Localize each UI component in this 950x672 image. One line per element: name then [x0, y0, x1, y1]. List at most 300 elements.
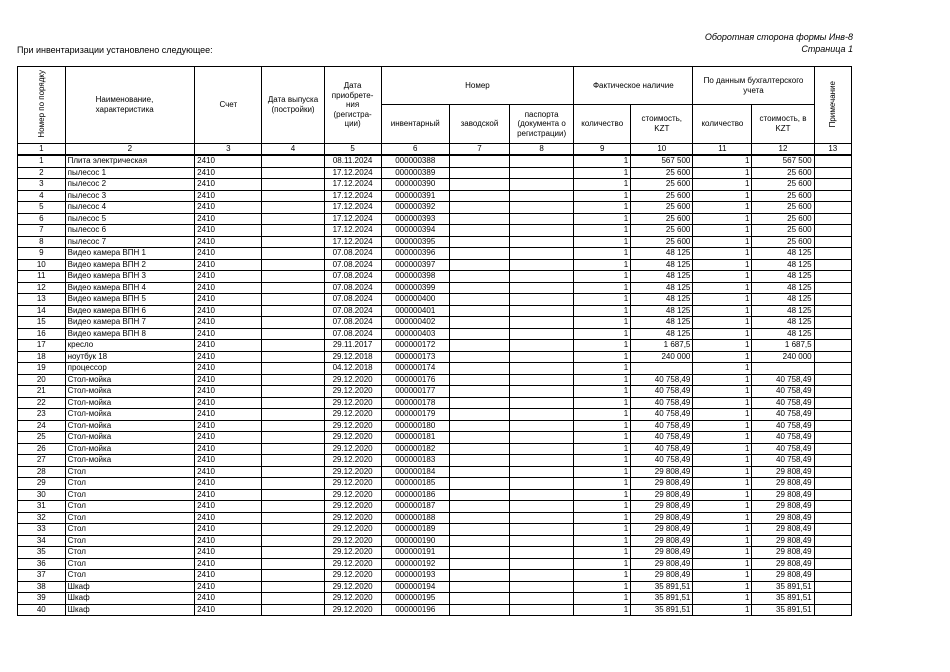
cell-book-cost: 25 600	[752, 179, 814, 191]
cell-passport	[510, 478, 574, 490]
cell-acq-date: 29.12.2020	[324, 501, 381, 513]
cell-release-date	[262, 478, 324, 490]
cell-actual-qty: 1	[574, 466, 631, 478]
cell-name: Стол-мойка	[65, 420, 194, 432]
table-row	[18, 489, 852, 501]
cell-inventory: 000000177	[381, 386, 449, 398]
cell-acq-date: 29.12.2020	[324, 593, 381, 605]
cell-actual-qty: 1	[574, 570, 631, 582]
cell-actual-cost: 40 758,49	[631, 409, 693, 421]
cell-account: 2410	[195, 593, 262, 605]
cell-acq-date: 29.12.2020	[324, 432, 381, 444]
cell-name: Стол	[65, 466, 194, 478]
cell-name: Стол	[65, 489, 194, 501]
cell-book-qty: 1	[693, 478, 752, 490]
table-row	[18, 570, 852, 582]
cell-passport	[510, 535, 574, 547]
cell-actual-cost: 29 808,49	[631, 524, 693, 536]
cell-acq-date: 07.08.2024	[324, 259, 381, 271]
cell-account: 2410	[195, 512, 262, 524]
cell-actual-qty: 1	[574, 202, 631, 214]
table-row	[18, 558, 852, 570]
cell-factory	[449, 259, 509, 271]
cell-factory	[449, 466, 509, 478]
cell-release-date	[262, 558, 324, 570]
cell-passport	[510, 155, 574, 167]
cell-account: 2410	[195, 535, 262, 547]
col-header-book-cost: стоимость, в KZT	[752, 105, 814, 144]
cell-num: 1	[18, 155, 66, 167]
cell-factory	[449, 593, 509, 605]
cell-release-date	[262, 282, 324, 294]
cell-release-date	[262, 535, 324, 547]
col-number: 9	[574, 144, 631, 156]
cell-actual-qty: 1	[574, 236, 631, 248]
table-row	[18, 455, 852, 467]
intro-text: При инвентаризации установлено следующее:	[17, 45, 213, 55]
cell-note	[814, 397, 851, 409]
cell-passport	[510, 547, 574, 559]
cell-actual-qty: 1	[574, 271, 631, 283]
cell-actual-cost: 29 808,49	[631, 558, 693, 570]
table-row	[18, 386, 852, 398]
cell-factory	[449, 501, 509, 513]
cell-factory	[449, 478, 509, 490]
cell-actual-cost: 40 758,49	[631, 374, 693, 386]
cell-name: пылесос 1	[65, 167, 194, 179]
cell-book-cost: 35 891,51	[752, 581, 814, 593]
cell-passport	[510, 455, 574, 467]
cell-book-qty: 1	[693, 328, 752, 340]
cell-name: Стол	[65, 547, 194, 559]
cell-factory	[449, 524, 509, 536]
cell-inventory: 000000393	[381, 213, 449, 225]
cell-actual-cost: 40 758,49	[631, 397, 693, 409]
table-row	[18, 501, 852, 513]
cell-passport	[510, 581, 574, 593]
cell-account: 2410	[195, 305, 262, 317]
cell-account: 2410	[195, 478, 262, 490]
cell-num: 27	[18, 455, 66, 467]
cell-passport	[510, 202, 574, 214]
cell-book-cost: 40 758,49	[752, 397, 814, 409]
cell-book-cost: 25 600	[752, 213, 814, 225]
table-row	[18, 317, 852, 329]
cell-note	[814, 478, 851, 490]
cell-release-date	[262, 374, 324, 386]
cell-release-date	[262, 432, 324, 444]
cell-book-cost: 40 758,49	[752, 374, 814, 386]
cell-actual-qty: 1	[574, 547, 631, 559]
cell-factory	[449, 351, 509, 363]
cell-book-qty: 1	[693, 386, 752, 398]
table-row	[18, 535, 852, 547]
cell-actual-cost: 29 808,49	[631, 501, 693, 513]
cell-factory	[449, 363, 509, 375]
cell-account: 2410	[195, 271, 262, 283]
cell-name: пылесос 4	[65, 202, 194, 214]
cell-actual-cost: 35 891,51	[631, 593, 693, 605]
cell-note	[814, 271, 851, 283]
cell-book-qty: 1	[693, 351, 752, 363]
cell-note	[814, 236, 851, 248]
cell-passport	[510, 328, 574, 340]
cell-book-qty: 1	[693, 259, 752, 271]
cell-account: 2410	[195, 547, 262, 559]
cell-actual-qty: 1	[574, 581, 631, 593]
cell-factory	[449, 213, 509, 225]
cell-note	[814, 167, 851, 179]
table-row	[18, 443, 852, 455]
cell-inventory: 000000191	[381, 547, 449, 559]
col-header-name: Наименование, характеристика	[65, 67, 194, 144]
cell-actual-cost: 40 758,49	[631, 386, 693, 398]
cell-num: 29	[18, 478, 66, 490]
cell-inventory: 000000174	[381, 363, 449, 375]
cell-book-cost: 40 758,49	[752, 386, 814, 398]
cell-passport	[510, 294, 574, 306]
cell-book-qty: 1	[693, 167, 752, 179]
cell-passport	[510, 524, 574, 536]
cell-passport	[510, 190, 574, 202]
cell-book-cost: 40 758,49	[752, 420, 814, 432]
col-header-book-group: По данным бухгалтерского учета	[693, 67, 814, 105]
cell-passport	[510, 593, 574, 605]
cell-actual-cost: 48 125	[631, 294, 693, 306]
cell-actual-qty: 1	[574, 374, 631, 386]
cell-num: 8	[18, 236, 66, 248]
cell-book-cost: 25 600	[752, 202, 814, 214]
cell-passport	[510, 340, 574, 352]
cell-actual-qty: 1	[574, 155, 631, 167]
table-row	[18, 282, 852, 294]
cell-passport	[510, 167, 574, 179]
cell-note	[814, 351, 851, 363]
cell-release-date	[262, 351, 324, 363]
cell-actual-qty: 1	[574, 305, 631, 317]
table-row	[18, 271, 852, 283]
cell-acq-date: 29.12.2020	[324, 524, 381, 536]
cell-release-date	[262, 386, 324, 398]
cell-inventory: 000000396	[381, 248, 449, 260]
cell-book-cost: 240 000	[752, 351, 814, 363]
cell-book-qty: 1	[693, 455, 752, 467]
cell-book-qty: 1	[693, 512, 752, 524]
cell-actual-qty: 1	[574, 363, 631, 375]
table-row	[18, 593, 852, 605]
cell-acq-date: 07.08.2024	[324, 271, 381, 283]
cell-actual-cost: 48 125	[631, 259, 693, 271]
cell-factory	[449, 155, 509, 167]
cell-actual-cost: 25 600	[631, 236, 693, 248]
cell-factory	[449, 397, 509, 409]
cell-actual-qty: 1	[574, 282, 631, 294]
cell-inventory: 000000401	[381, 305, 449, 317]
cell-acq-date: 29.12.2020	[324, 420, 381, 432]
cell-passport	[510, 604, 574, 616]
cell-num: 17	[18, 340, 66, 352]
cell-name: ноутбук 18	[65, 351, 194, 363]
cell-note	[814, 248, 851, 260]
cell-actual-cost: 48 125	[631, 328, 693, 340]
cell-account: 2410	[195, 155, 262, 167]
cell-release-date	[262, 190, 324, 202]
cell-num: 36	[18, 558, 66, 570]
cell-num: 38	[18, 581, 66, 593]
cell-acq-date: 29.11.2017	[324, 340, 381, 352]
cell-book-qty: 1	[693, 397, 752, 409]
cell-acq-date: 17.12.2024	[324, 202, 381, 214]
cell-book-qty: 1	[693, 248, 752, 260]
cell-num: 14	[18, 305, 66, 317]
cell-actual-cost: 29 808,49	[631, 512, 693, 524]
cell-name: пылесос 2	[65, 179, 194, 191]
cell-actual-qty: 1	[574, 294, 631, 306]
cell-inventory: 000000190	[381, 535, 449, 547]
cell-account: 2410	[195, 213, 262, 225]
table-row	[18, 225, 852, 237]
cell-name: Стол-мойка	[65, 374, 194, 386]
cell-num: 26	[18, 443, 66, 455]
col-number: 4	[262, 144, 324, 156]
cell-factory	[449, 432, 509, 444]
cell-num: 31	[18, 501, 66, 513]
cell-actual-cost: 25 600	[631, 179, 693, 191]
cell-factory	[449, 581, 509, 593]
cell-account: 2410	[195, 524, 262, 536]
cell-acq-date: 29.12.2020	[324, 409, 381, 421]
cell-book-qty: 1	[693, 236, 752, 248]
table-row	[18, 294, 852, 306]
cell-acq-date: 07.08.2024	[324, 317, 381, 329]
cell-num: 24	[18, 420, 66, 432]
cell-actual-cost: 29 808,49	[631, 466, 693, 478]
cell-factory	[449, 248, 509, 260]
cell-actual-cost: 48 125	[631, 248, 693, 260]
cell-account: 2410	[195, 236, 262, 248]
cell-release-date	[262, 593, 324, 605]
cell-account: 2410	[195, 225, 262, 237]
cell-note	[814, 374, 851, 386]
cell-release-date	[262, 179, 324, 191]
cell-passport	[510, 351, 574, 363]
cell-book-cost: 40 758,49	[752, 443, 814, 455]
table-header	[18, 67, 852, 156]
table-row	[18, 524, 852, 536]
cell-passport	[510, 409, 574, 421]
cell-num: 15	[18, 317, 66, 329]
cell-acq-date: 29.12.2020	[324, 558, 381, 570]
cell-passport	[510, 397, 574, 409]
cell-note	[814, 386, 851, 398]
cell-name: Видео камера ВПН 5	[65, 294, 194, 306]
col-number: 10	[631, 144, 693, 156]
col-header-book-qty: количество	[693, 105, 752, 144]
col-header-num: Номер по порядку	[18, 67, 66, 144]
cell-actual-cost: 29 808,49	[631, 478, 693, 490]
cell-note	[814, 570, 851, 582]
cell-book-cost: 29 808,49	[752, 558, 814, 570]
cell-release-date	[262, 236, 324, 248]
cell-actual-qty: 1	[574, 432, 631, 444]
cell-book-qty: 1	[693, 190, 752, 202]
cell-num: 4	[18, 190, 66, 202]
cell-account: 2410	[195, 409, 262, 421]
cell-account: 2410	[195, 604, 262, 616]
cell-actual-cost: 240 000	[631, 351, 693, 363]
cell-inventory: 000000390	[381, 179, 449, 191]
cell-inventory: 000000389	[381, 167, 449, 179]
cell-num: 5	[18, 202, 66, 214]
cell-acq-date: 29.12.2020	[324, 570, 381, 582]
cell-acq-date: 29.12.2020	[324, 386, 381, 398]
cell-release-date	[262, 397, 324, 409]
table-row	[18, 363, 852, 375]
cell-book-qty: 1	[693, 524, 752, 536]
cell-actual-cost: 29 808,49	[631, 535, 693, 547]
cell-inventory: 000000183	[381, 455, 449, 467]
cell-acq-date: 17.12.2024	[324, 179, 381, 191]
cell-release-date	[262, 547, 324, 559]
cell-note	[814, 432, 851, 444]
cell-factory	[449, 328, 509, 340]
cell-account: 2410	[195, 190, 262, 202]
cell-actual-qty: 1	[574, 512, 631, 524]
cell-actual-cost: 40 758,49	[631, 443, 693, 455]
cell-actual-qty: 1	[574, 386, 631, 398]
cell-num: 12	[18, 282, 66, 294]
table-row	[18, 167, 852, 179]
cell-account: 2410	[195, 374, 262, 386]
cell-release-date	[262, 466, 324, 478]
cell-acq-date: 29.12.2018	[324, 351, 381, 363]
cell-actual-qty: 1	[574, 455, 631, 467]
cell-inventory: 000000189	[381, 524, 449, 536]
cell-book-cost: 48 125	[752, 294, 814, 306]
cell-actual-qty: 1	[574, 397, 631, 409]
cell-name: Стол-мойка	[65, 455, 194, 467]
cell-name: пылесос 6	[65, 225, 194, 237]
cell-note	[814, 489, 851, 501]
cell-factory	[449, 558, 509, 570]
cell-acq-date: 07.08.2024	[324, 328, 381, 340]
col-number: 12	[752, 144, 814, 156]
cell-actual-cost: 40 758,49	[631, 432, 693, 444]
cell-book-qty: 1	[693, 570, 752, 582]
cell-inventory: 000000400	[381, 294, 449, 306]
cell-book-cost: 40 758,49	[752, 409, 814, 421]
cell-passport	[510, 558, 574, 570]
cell-name: Стол-мойка	[65, 386, 194, 398]
cell-note	[814, 443, 851, 455]
cell-factory	[449, 409, 509, 421]
table-row	[18, 328, 852, 340]
cell-account: 2410	[195, 179, 262, 191]
col-number: 13	[814, 144, 851, 156]
table-row	[18, 374, 852, 386]
cell-acq-date: 17.12.2024	[324, 236, 381, 248]
cell-actual-cost: 35 891,51	[631, 581, 693, 593]
cell-book-cost: 40 758,49	[752, 455, 814, 467]
cell-actual-cost	[631, 363, 693, 375]
cell-acq-date: 08.11.2024	[324, 155, 381, 167]
cell-release-date	[262, 512, 324, 524]
cell-book-qty: 1	[693, 202, 752, 214]
cell-num: 6	[18, 213, 66, 225]
cell-acq-date: 29.12.2020	[324, 466, 381, 478]
cell-inventory: 000000402	[381, 317, 449, 329]
cell-num: 40	[18, 604, 66, 616]
cell-release-date	[262, 489, 324, 501]
cell-book-qty: 1	[693, 593, 752, 605]
cell-book-cost: 40 758,49	[752, 432, 814, 444]
cell-book-qty: 1	[693, 409, 752, 421]
table-row	[18, 466, 852, 478]
cell-actual-qty: 1	[574, 190, 631, 202]
col-number: 1	[18, 144, 66, 156]
cell-note	[814, 524, 851, 536]
cell-book-cost: 35 891,51	[752, 593, 814, 605]
cell-release-date	[262, 443, 324, 455]
cell-note	[814, 558, 851, 570]
cell-inventory: 000000172	[381, 340, 449, 352]
cell-book-cost	[752, 363, 814, 375]
cell-book-cost: 29 808,49	[752, 466, 814, 478]
cell-book-qty: 1	[693, 271, 752, 283]
cell-actual-qty: 1	[574, 593, 631, 605]
cell-release-date	[262, 604, 324, 616]
cell-name: Шкаф	[65, 604, 194, 616]
cell-inventory: 000000188	[381, 512, 449, 524]
cell-release-date	[262, 248, 324, 260]
cell-release-date	[262, 524, 324, 536]
cell-note	[814, 155, 851, 167]
cell-inventory: 000000388	[381, 155, 449, 167]
cell-release-date	[262, 167, 324, 179]
cell-account: 2410	[195, 501, 262, 513]
cell-book-qty: 1	[693, 432, 752, 444]
cell-actual-qty: 1	[574, 409, 631, 421]
cell-passport	[510, 363, 574, 375]
cell-note	[814, 581, 851, 593]
cell-passport	[510, 317, 574, 329]
cell-account: 2410	[195, 202, 262, 214]
cell-actual-qty: 1	[574, 535, 631, 547]
cell-actual-qty: 1	[574, 351, 631, 363]
cell-passport	[510, 501, 574, 513]
cell-account: 2410	[195, 282, 262, 294]
cell-actual-cost: 40 758,49	[631, 455, 693, 467]
table-row	[18, 179, 852, 191]
cell-inventory: 000000193	[381, 570, 449, 582]
cell-note	[814, 593, 851, 605]
cell-book-qty: 1	[693, 305, 752, 317]
cell-book-qty: 1	[693, 340, 752, 352]
cell-passport	[510, 305, 574, 317]
cell-factory	[449, 305, 509, 317]
cell-factory	[449, 420, 509, 432]
col-number: 2	[65, 144, 194, 156]
table-row	[18, 259, 852, 271]
cell-acq-date: 17.12.2024	[324, 213, 381, 225]
cell-account: 2410	[195, 328, 262, 340]
cell-name: Стол-мойка	[65, 409, 194, 421]
cell-book-qty: 1	[693, 443, 752, 455]
cell-name: Стол	[65, 524, 194, 536]
cell-inventory: 000000194	[381, 581, 449, 593]
cell-passport	[510, 236, 574, 248]
cell-name: Стол-мойка	[65, 443, 194, 455]
